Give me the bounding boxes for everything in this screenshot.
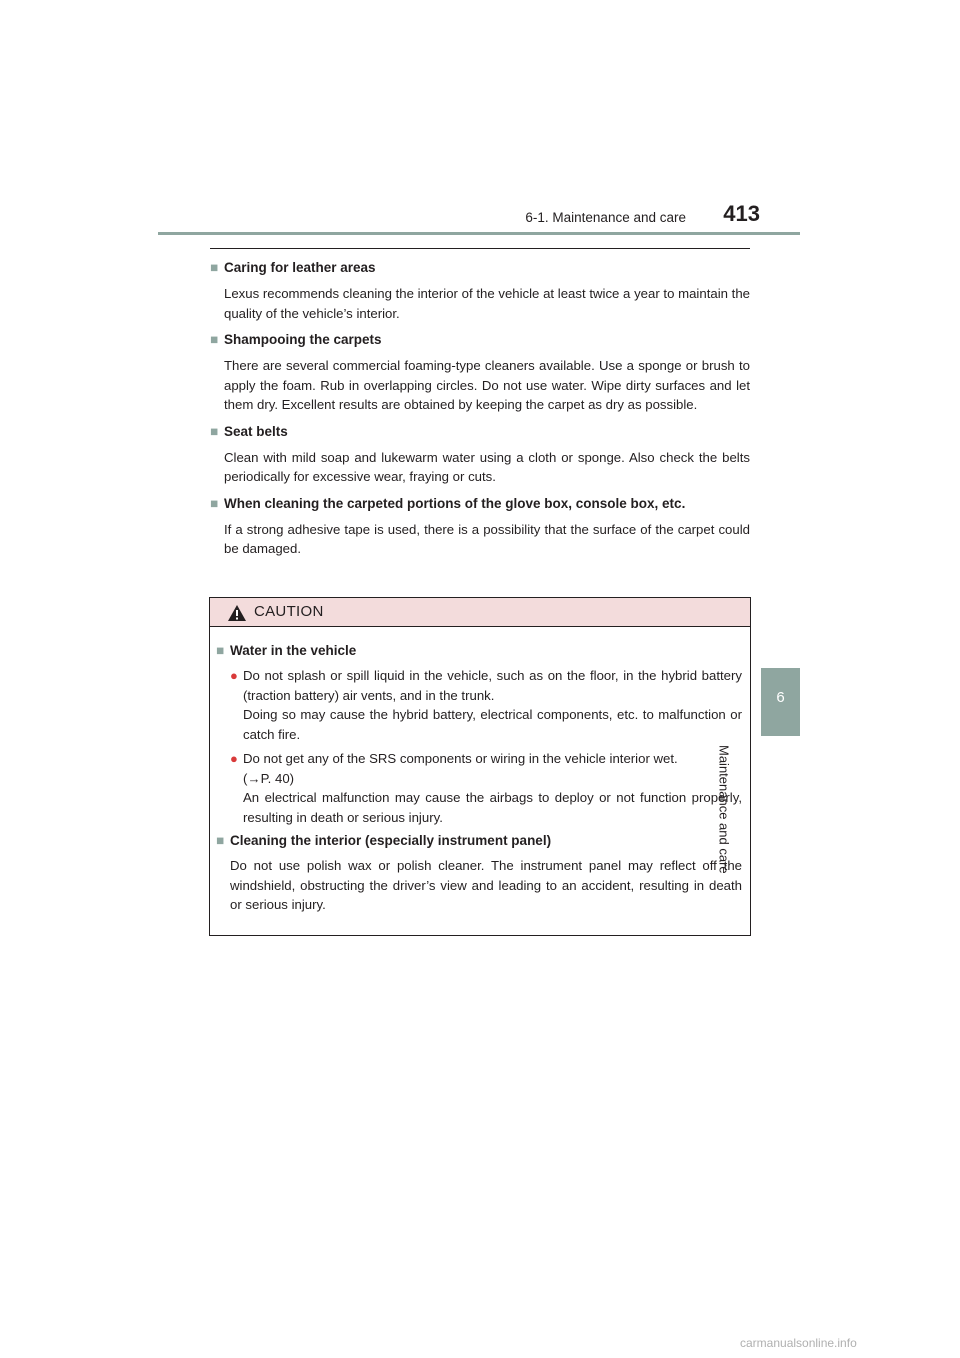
caution-body [210,627,750,915]
chapter-label-text: Maintenance and care [716,745,732,874]
caution-text: Doing so may cause the hybrid battery, electrical components, etc. to malfunction or catch fire. [243,707,742,742]
square-bullet-icon: ■ [210,260,219,275]
main-content [210,258,750,566]
section-body: If a strong adhesive tape is used, there is a possibility that the surface of the carpet could be damaged. [224,521,750,556]
caution-title-interior: Cleaning the interior (especially instrument panel) [230,833,552,848]
section-body: Clean with mild soap and lukewarm water using a cloth or sponge. Also check the belts periodically for excessive wear, fraying or cuts. [224,449,750,484]
section-seat-belts [210,422,750,487]
warning-triangle-icon [227,604,247,622]
footer-watermark: carmanualsonline.info [740,1336,857,1350]
square-bullet-icon: ■ [210,332,219,347]
square-bullet-icon: ■ [216,833,225,848]
caution-text: Do not splash or spill liquid in the vehicle, such as on the floor, in the hybrid battery (traction battery) air vents, and in the trunk. [243,668,742,703]
square-bullet-icon: ■ [210,495,219,511]
section-glove-box [210,494,750,559]
caution-box [209,597,751,936]
section-title: Caring for leather areas [224,260,376,275]
header-section-title: 6-1. Maintenance and care [525,210,686,225]
caution-bullet [230,749,742,827]
section-title: Shampooing the carpets [224,332,382,347]
circle-bullet-icon: ● [230,751,238,766]
section-title: Seat belts [224,423,288,439]
section-body: Lexus recommends cleaning the interior of the vehicle at least twice a year to maintain the quality of the vehicle’s interior. [224,286,750,321]
content-top-rule [210,248,750,249]
header-rule [158,232,800,235]
caution-text: An electrical malfunction may cause the airbags to deploy or not function properly, resulting in death or serious injury. [243,790,742,825]
section-carpets [210,330,750,415]
page-number: 413 [723,201,760,226]
caution-label: CAUTION [254,603,324,620]
chapter-number: 6 [776,689,785,706]
caution-bullet [230,666,742,744]
section-body: There are several commercial foaming-type cleaners available. Use a sponge or brush to apply the foam. Rub in overlapping circles. Do not use water. Wipe dirty surfaces and let them dry. Excellent results are obtained by keeping the carpet as dry as possible. [224,358,750,412]
section-title: When cleaning the carpeted portions of the glove box, console box, etc. [224,495,686,511]
caution-text: Do not use polish wax or polish cleaner. The instrument panel may reflect off the windshield, obstructing the driver’s view and leading to an accident, resulting in death or serious injury. [230,858,742,912]
section-leather [210,258,750,323]
caution-text: Do not get any of the SRS components or wiring in the vehicle interior wet. [243,751,678,766]
caution-title-water: Water in the vehicle [230,643,357,658]
page-reference: (→P. 40) [243,770,295,786]
circle-bullet-icon: ● [230,668,238,683]
caution-header [210,598,750,627]
square-bullet-icon: ■ [210,423,219,439]
chapter-tab [761,668,800,736]
chapter-label [716,745,797,905]
square-bullet-icon: ■ [216,643,225,658]
